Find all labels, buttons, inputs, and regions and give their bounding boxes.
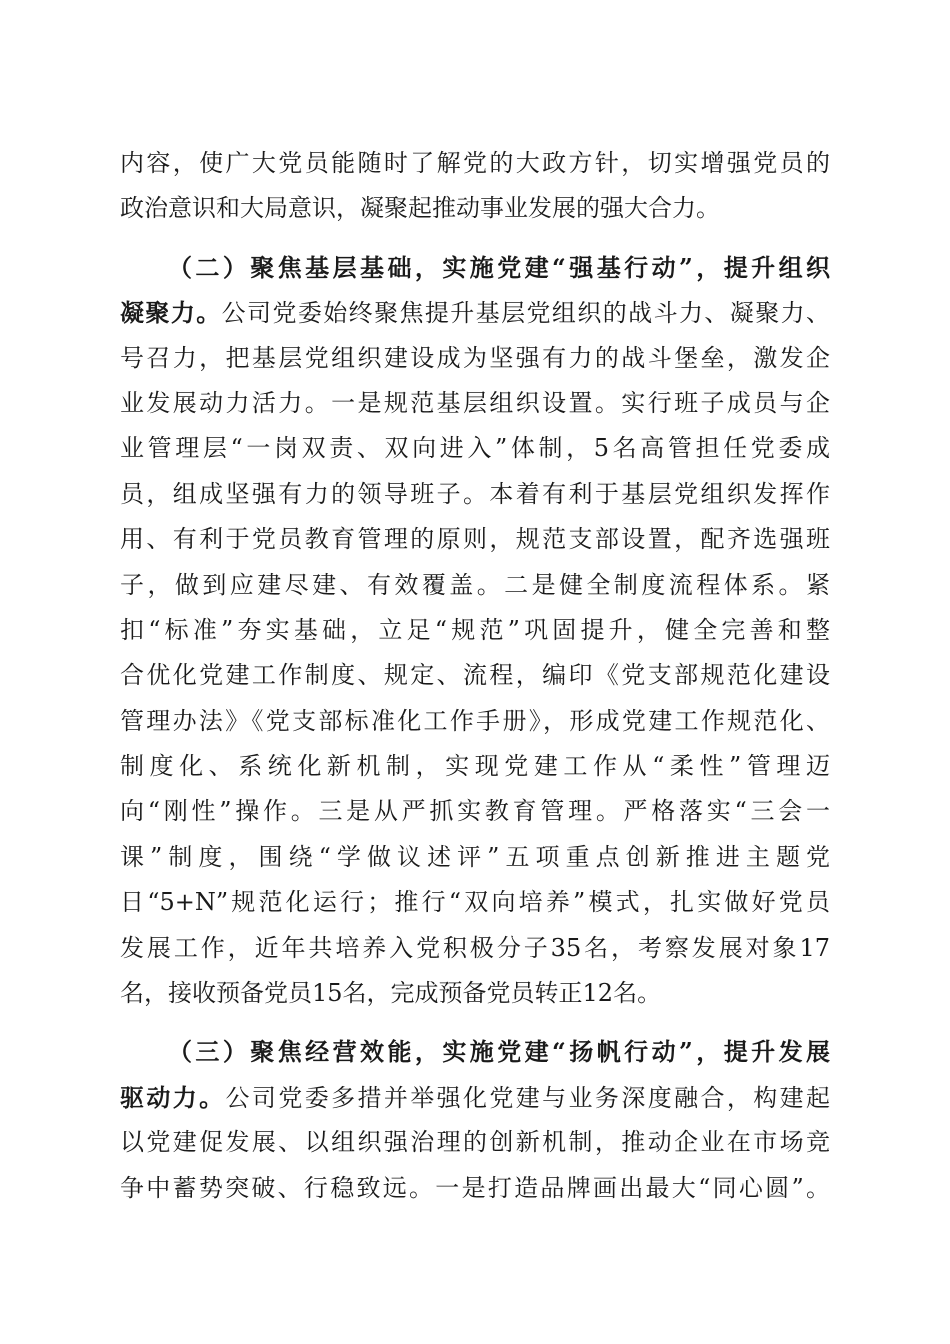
text-line: 课”制度，围绕“学做议述评”五项重点创新推进主题党 xyxy=(120,842,830,871)
text-segment: 公司党委始终聚焦提升基层党组织的战斗力、凝聚力、 xyxy=(221,299,831,328)
text-line xyxy=(120,290,830,335)
text-line: 制度化、系统化新机制，实现党建工作从“柔性”管理迈 xyxy=(120,752,830,781)
paragraph-2 xyxy=(120,245,830,1017)
text-line: 业管理层“一岗双责、双向进入”体制，5名高管担任党委成 xyxy=(120,434,830,463)
text-line: 号召力，把基层党组织建设成为坚强有力的战斗堡垒，激发企 xyxy=(120,343,830,372)
document-body xyxy=(120,141,830,1211)
text-segment: 公司党委多措并举强化党建与业务深度融合，构建起 xyxy=(225,1083,831,1112)
text-line: 子，做到应建尽建、有效覆盖。二是健全制度流程体系。紧 xyxy=(120,570,830,599)
text-line: 名，接收预备党员15名，完成预备党员转正12名。 xyxy=(120,979,662,1008)
text-line: 争中蓄势突破、行稳致远。一是打造品牌画出最大“同心圆”。 xyxy=(120,1173,830,1202)
text-line: 内容，使广大党员能随时了解党的大政方针，切实增强党员的 xyxy=(120,149,830,177)
text-line: 扣“标准”夯实基础，立足“规范”巩固提升，健全完善和整 xyxy=(120,615,830,644)
text-line: 以党建促发展、以组织强治理的创新机制，推动企业在市场竞 xyxy=(120,1128,830,1157)
text-line: 日“5+N”规范化运行；推行“双向培养”模式，扎实做好党员 xyxy=(120,888,830,917)
text-line: 政治意识和大局意识，凝聚起推动事业发展的强大合力。 xyxy=(120,194,720,223)
text-line: 管理办法》《党支部标准化工作手册》，形成党建工作规范化、 xyxy=(120,706,830,735)
text-line: 业发展动力活力。一是规范基层组织设置。实行班子成员与企 xyxy=(120,388,830,417)
paragraph-1 xyxy=(120,141,830,232)
text-line: 发展工作，近年共培养入党积极分子35名，考察发展对象17 xyxy=(120,933,830,962)
text-line: 用、有利于党员教育管理的原则，规范支部设置，配齐选强班 xyxy=(120,525,830,554)
paragraph-3 xyxy=(120,1029,830,1211)
section-heading: （三）聚焦经营效能，实施党建“扬帆行动”，提升发展 xyxy=(168,1037,830,1067)
section-heading-end: 凝聚力。 xyxy=(120,298,222,328)
text-line: 合优化党建工作制度、规定、流程，编印《党支部规范化建设 xyxy=(120,661,830,690)
section-heading: （二）聚焦基层基础，实施党建“强基行动”，提升组织 xyxy=(168,252,830,282)
text-line xyxy=(120,1075,830,1120)
text-line: 员，组成坚强有力的领导班子。本着有利于基层党组织发挥作 xyxy=(120,479,830,508)
section-heading-end: 驱动力。 xyxy=(120,1082,226,1112)
text-line: 向“刚性”操作。三是从严抓实教育管理。严格落实“三会一 xyxy=(120,797,830,826)
